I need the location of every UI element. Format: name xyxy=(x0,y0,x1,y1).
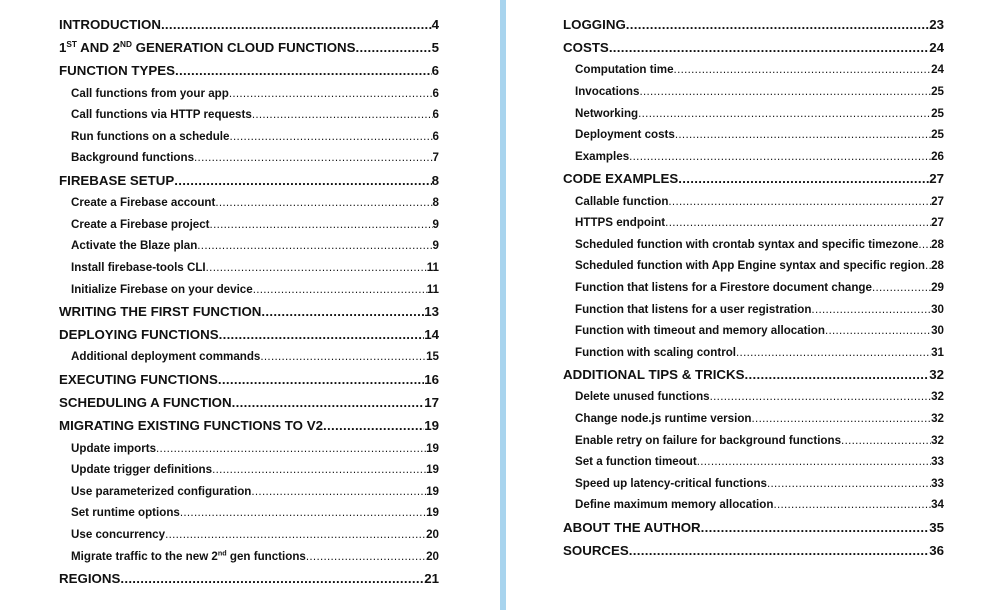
toc-entry-title: Speed up latency-critical functions xyxy=(575,476,767,490)
toc-entry[interactable] xyxy=(563,36,944,59)
toc-entry[interactable] xyxy=(563,13,944,36)
toc-subentry[interactable] xyxy=(563,342,944,364)
toc-subentry[interactable] xyxy=(59,502,439,524)
toc-subentry[interactable] xyxy=(59,214,439,236)
toc-entry-title: Additional deployment commands xyxy=(71,350,261,364)
toc-entry-title: DEPLOYING FUNCTIONS xyxy=(59,327,219,343)
toc-entry-title: Examples xyxy=(575,149,630,163)
toc-entry-page: 23 xyxy=(929,17,944,32)
toc-leader-dots xyxy=(668,191,931,213)
toc-entry[interactable] xyxy=(59,391,439,414)
toc-subentry[interactable] xyxy=(563,473,944,495)
toc-entry-title: Change node.js runtime version xyxy=(575,412,752,426)
toc-entry-title: Use parameterized configuration xyxy=(71,484,252,498)
toc-entry-title: HTTPS endpoint xyxy=(575,216,666,230)
toc-entry-page: 24 xyxy=(929,40,944,56)
toc-leader-dots xyxy=(665,212,931,234)
toc-leader-dots xyxy=(232,391,425,414)
toc-subentry[interactable] xyxy=(59,126,439,148)
toc-entry-page: 20 xyxy=(426,528,439,541)
toc-entry-page: 36 xyxy=(929,543,944,559)
toc-entry-page: 25 xyxy=(931,84,944,98)
toc-leader-dots xyxy=(678,167,929,190)
toc-entry-page: 24 xyxy=(931,63,944,77)
toc-leader-dots xyxy=(161,13,432,36)
toc-entry-title: Install firebase-tools CLI xyxy=(71,260,206,274)
toc-entry-page: 28 xyxy=(931,237,944,251)
toc-entry-page: 27 xyxy=(931,216,944,230)
toc-leader-dots xyxy=(629,539,929,562)
toc-subentry[interactable] xyxy=(563,320,944,342)
toc-leader-dots xyxy=(175,59,432,82)
toc-entry-page: 21 xyxy=(424,571,439,587)
toc-entry-page: 26 xyxy=(931,149,944,163)
toc-entry[interactable] xyxy=(59,300,439,323)
toc-leader-dots xyxy=(811,299,931,321)
toc-entry-title: Scheduled function with App Engine syntax and specific region xyxy=(575,259,925,273)
toc-entry-title: Create a Firebase project xyxy=(71,217,210,231)
toc-subentry[interactable] xyxy=(563,81,944,103)
toc-entry-title: SCHEDULING A FUNCTION xyxy=(59,395,232,411)
toc-list-right xyxy=(563,13,944,562)
toc-entry-page: 19 xyxy=(426,441,439,455)
toc-leader-dots xyxy=(356,36,432,59)
toc-entry-title: Networking xyxy=(575,106,639,120)
toc-entry-title: Initialize Firebase on your device xyxy=(71,282,253,296)
toc-entry[interactable] xyxy=(563,516,944,539)
toc-entry-title: Deployment costs xyxy=(575,128,675,142)
toc-leader-dots xyxy=(841,430,931,452)
toc-leader-dots xyxy=(697,451,931,473)
toc-entry-title: FIREBASE SETUP xyxy=(59,172,175,188)
toc-entry-page: 4 xyxy=(431,17,439,32)
toc-leader-dots xyxy=(323,414,424,437)
toc-entry-page: 27 xyxy=(929,171,944,187)
toc-entry[interactable] xyxy=(59,13,439,36)
toc-leader-dots xyxy=(194,147,433,169)
toc-leader-dots xyxy=(306,546,426,568)
toc-entry-page: 6 xyxy=(431,63,439,79)
toc-entry-page: 19 xyxy=(426,506,439,520)
toc-entry-title: Enable retry on failure for background functions xyxy=(575,433,842,447)
toc-entry-page: 30 xyxy=(931,324,944,338)
toc-subentry[interactable] xyxy=(59,83,439,105)
toc-subentry[interactable] xyxy=(59,257,439,279)
toc-entry-title: Function with scaling control xyxy=(575,345,737,359)
toc-entry-title: Call functions via HTTP requests xyxy=(71,108,252,122)
toc-right-page xyxy=(506,0,1005,610)
toc-entry-title: COSTS xyxy=(563,40,609,56)
toc-leader-dots xyxy=(218,368,424,391)
toc-leader-dots xyxy=(710,386,931,408)
toc-subentry[interactable] xyxy=(59,524,439,546)
toc-entry[interactable] xyxy=(59,567,439,590)
toc-leader-dots xyxy=(252,104,433,126)
toc-list-left xyxy=(59,13,439,590)
toc-leader-dots xyxy=(251,481,426,503)
toc-entry-title: REGIONS xyxy=(59,571,121,587)
toc-entry-title: MIGRATING EXISTING FUNCTIONS TO V2 xyxy=(59,418,323,434)
toc-entry-title: Activate the Blaze plan xyxy=(71,239,198,253)
toc-entry-page: 33 xyxy=(931,476,944,490)
toc-entry[interactable] xyxy=(59,323,439,346)
toc-entry[interactable] xyxy=(59,59,439,82)
toc-subentry[interactable] xyxy=(563,451,944,473)
toc-entry-title: Function that listens for a Firestore document change xyxy=(575,280,872,294)
toc-subentry[interactable] xyxy=(59,235,439,257)
toc-entry[interactable] xyxy=(563,167,944,190)
toc-entry-title: LOGGING xyxy=(563,17,626,32)
toc-entry-title: Update imports xyxy=(71,441,157,455)
toc-subentry[interactable] xyxy=(59,546,439,568)
toc-entry-title: Function that listens for a user registration xyxy=(575,302,812,316)
toc-entry-page: 32 xyxy=(931,390,944,404)
toc-entry[interactable] xyxy=(59,414,439,437)
toc-subentry[interactable] xyxy=(59,192,439,214)
toc-entry-page: 28 xyxy=(931,259,944,273)
toc-leader-dots xyxy=(219,323,425,346)
toc-entry-page: 8 xyxy=(431,172,439,188)
toc-leader-dots xyxy=(872,277,931,299)
toc-entry-title: CODE EXAMPLES xyxy=(563,171,679,187)
toc-leader-dots xyxy=(229,126,432,148)
toc-leader-dots xyxy=(197,235,432,257)
toc-entry[interactable] xyxy=(59,368,439,391)
toc-entry-page: 19 xyxy=(424,418,439,434)
toc-leader-dots xyxy=(212,459,426,481)
toc-entry-title: Create a Firebase account xyxy=(71,196,216,210)
toc-entry[interactable] xyxy=(563,539,944,562)
toc-subentry[interactable] xyxy=(59,104,439,126)
toc-entry-page: 34 xyxy=(931,498,944,512)
toc-entry-page: 32 xyxy=(931,412,944,426)
toc-entry-page: 19 xyxy=(426,484,439,498)
toc-entry-title: Use concurrency xyxy=(71,528,166,541)
toc-leader-dots xyxy=(629,146,931,168)
toc-subentry[interactable] xyxy=(563,234,944,256)
toc-entry-page: 13 xyxy=(424,304,439,320)
toc-subentry[interactable] xyxy=(563,191,944,213)
toc-subentry[interactable] xyxy=(563,146,944,168)
toc-entry-title: Computation time xyxy=(575,63,674,77)
toc-entry-title: Define maximum memory allocation xyxy=(575,498,774,512)
toc-entry-page: 19 xyxy=(426,463,439,477)
toc-entry-page: 30 xyxy=(931,302,944,316)
toc-entry-page: 9 xyxy=(432,217,439,231)
toc-entry-title: Invocations xyxy=(575,84,640,98)
toc-entry-title: ADDITIONAL TIPS & TRICKS xyxy=(563,367,745,383)
toc-subentry[interactable] xyxy=(59,279,439,301)
toc-leader-dots xyxy=(825,320,931,342)
toc-entry-page: 8 xyxy=(432,196,439,210)
toc-entry-page: 29 xyxy=(931,280,944,294)
toc-entry-title: EXECUTING FUNCTIONS xyxy=(59,372,218,388)
toc-entry-page: 16 xyxy=(424,372,439,388)
toc-leader-dots xyxy=(174,169,431,192)
toc-entry-page: 33 xyxy=(931,455,944,469)
toc-entry-page: 27 xyxy=(931,194,944,208)
toc-leader-dots xyxy=(701,516,930,539)
toc-entry-title: Update trigger definitions xyxy=(71,463,213,477)
toc-subentry[interactable] xyxy=(59,459,439,481)
toc-entry-page: 11 xyxy=(426,260,439,274)
toc-entry-page: 20 xyxy=(426,549,439,563)
toc-leader-dots xyxy=(674,59,932,81)
toc-entry-page: 14 xyxy=(424,327,439,343)
toc-subentry[interactable] xyxy=(563,277,944,299)
toc-entry[interactable] xyxy=(563,363,944,386)
toc-leader-dots xyxy=(253,279,427,301)
toc-entry-title: Background functions xyxy=(71,151,195,165)
toc-entry-page: 31 xyxy=(931,345,944,359)
toc-subentry[interactable] xyxy=(59,147,439,169)
toc-entry-page: 25 xyxy=(931,128,944,142)
toc-leader-dots xyxy=(626,13,929,36)
toc-entry-title: Run functions on a schedule xyxy=(71,129,230,143)
toc-entry-title: Delete unused functions xyxy=(575,390,710,404)
toc-leader-dots xyxy=(206,257,427,279)
toc-subentry[interactable] xyxy=(563,408,944,430)
toc-leader-dots xyxy=(744,363,929,386)
toc-leader-dots xyxy=(638,103,931,125)
toc-leader-dots xyxy=(675,124,931,146)
toc-entry-page: 15 xyxy=(426,350,439,364)
toc-leader-dots xyxy=(210,214,433,236)
toc-entry-title: INTRODUCTION xyxy=(59,17,161,32)
toc-entry-page: 11 xyxy=(426,282,439,296)
toc-entry-page: 32 xyxy=(931,433,944,447)
toc-entry-title: FUNCTION TYPES xyxy=(59,63,175,79)
toc-entry-title: Function with timeout and memory allocation xyxy=(575,324,825,338)
toc-entry-page: 7 xyxy=(432,151,439,165)
toc-leader-dots xyxy=(260,346,426,368)
toc-leader-dots xyxy=(165,524,426,546)
toc-entry-title: Scheduled function with crontab syntax and specific timezone xyxy=(575,237,919,251)
toc-subentry[interactable] xyxy=(563,255,944,277)
toc-entry-title: WRITING THE FIRST FUNCTION xyxy=(59,304,262,320)
toc-leader-dots xyxy=(215,192,432,214)
toc-leader-dots xyxy=(752,408,932,430)
toc-entry-page: 9 xyxy=(432,239,439,253)
toc-leader-dots xyxy=(120,567,424,590)
toc-subentry[interactable] xyxy=(563,59,944,81)
toc-leader-dots xyxy=(609,36,929,59)
toc-leader-dots xyxy=(156,438,426,460)
toc-subentry[interactable] xyxy=(563,386,944,408)
toc-leader-dots xyxy=(261,300,424,323)
toc-leader-dots xyxy=(639,81,931,103)
toc-leader-dots xyxy=(767,473,931,495)
toc-leader-dots xyxy=(180,502,426,524)
toc-entry-page: 6 xyxy=(432,129,439,143)
toc-subentry[interactable] xyxy=(563,103,944,125)
toc-subentry[interactable] xyxy=(59,438,439,460)
toc-subentry[interactable] xyxy=(563,299,944,321)
toc-subentry[interactable] xyxy=(563,124,944,146)
toc-subentry[interactable] xyxy=(59,481,439,503)
toc-leader-dots xyxy=(736,342,931,364)
toc-entry-title: 1ST AND 2ND GENERATION CLOUD FUNCTIONS xyxy=(59,40,356,56)
toc-entry-title: SOURCES xyxy=(563,543,629,559)
toc-entry-page: 25 xyxy=(931,106,944,120)
toc-entry-title: Migrate traffic to the new 2nd gen functions xyxy=(71,548,306,563)
toc-entry-title: ABOUT THE AUTHOR xyxy=(563,520,701,536)
toc-entry[interactable] xyxy=(59,169,439,192)
toc-leader-dots xyxy=(918,234,931,256)
toc-subentry[interactable] xyxy=(563,430,944,452)
toc-entry-page: 6 xyxy=(432,86,439,100)
toc-entry-title: Call functions from your app xyxy=(71,86,229,100)
toc-entry-page: 17 xyxy=(424,395,439,411)
toc-left-page xyxy=(0,0,500,610)
toc-entry-title: Set a function timeout xyxy=(575,455,697,469)
toc-leader-dots xyxy=(773,494,931,516)
toc-entry-title: Set runtime options xyxy=(71,506,180,520)
toc-leader-dots xyxy=(229,83,433,105)
toc-subentry[interactable] xyxy=(59,346,439,368)
toc-entry-title: Callable function xyxy=(575,194,669,208)
toc-entry-page: 6 xyxy=(432,108,439,122)
toc-entry[interactable] xyxy=(59,36,439,59)
toc-entry-page: 35 xyxy=(929,520,944,536)
toc-subentry[interactable] xyxy=(563,494,944,516)
toc-entry-page: 32 xyxy=(929,367,944,383)
toc-entry-page: 5 xyxy=(431,40,439,56)
toc-subentry[interactable] xyxy=(563,212,944,234)
